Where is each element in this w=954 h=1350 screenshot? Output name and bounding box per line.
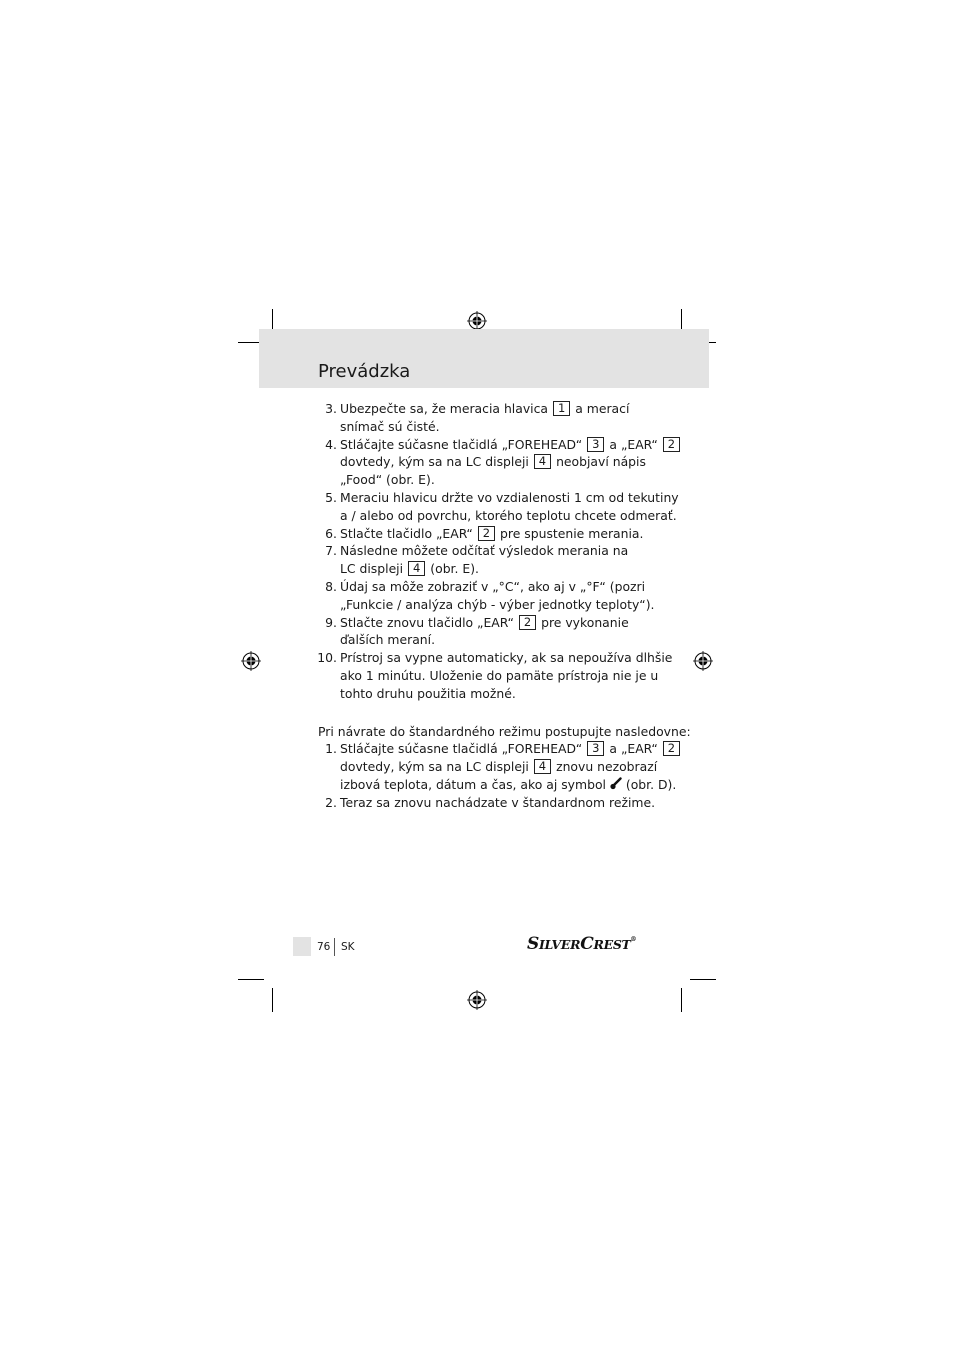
crop-mark [690,979,716,980]
step-text: Údaj sa môže zobraziť v „°C“, ako aj v „°F“ (pozri [340,578,646,594]
step-line [340,614,648,632]
registration-mark-icon [693,651,713,671]
step-text: pre spustenie merania. [496,525,644,541]
step-text: snímač sú čisté. [340,418,440,434]
step-text: Stlačte znovu tlačidlo „EAR“ [340,614,518,630]
step-number: 8. [325,578,337,594]
thermometer-icon [610,777,622,790]
step-number: 3. [325,401,337,416]
list-item [318,400,648,436]
step-text: Stláčajte súčasne tlačidlá „FOREHEAD“ [340,741,587,757]
step-text: znovu nezobrazí [552,759,658,775]
registration-mark-icon [467,311,487,331]
part-number-box: 1 [553,401,570,416]
step-text: a merací [571,401,630,416]
operation-steps-list [317,400,679,703]
part-number-box: 3 [587,741,604,756]
list-item [317,649,673,702]
step-text: pre vykonanie [537,614,629,630]
step-text: neobjaví nápis [552,454,646,470]
step-line [340,740,676,758]
step-line [340,489,679,507]
part-number-box: 2 [663,437,680,452]
step-line [340,685,648,703]
registration-mark-icon [241,651,261,671]
crop-mark [238,979,264,980]
step-line [340,667,659,685]
step-text: Následne môžete odčítať výsledok merania na [340,543,629,559]
step-text: (obr. D). [621,776,677,792]
footer-tab [293,937,311,956]
step-text: dovtedy, kým sa na LC displeji [340,759,533,775]
step-number: 5. [325,489,337,505]
step-text: Meraciu hlavicu držte vo vzdialenosti 1 cm od tekutiny [340,489,679,505]
step-text: LC displeji [340,561,408,577]
step-text: ako 1 minútu. Uloženie do pamäte prístroja nie je u [340,667,659,683]
step-line [340,649,673,667]
return-intro: Pri návrate do štandardného režimu postupujte nasledovne: [318,723,691,739]
step-text: „Funkcie / analýza chýb - výber jednotky teploty“). [340,596,655,612]
return-steps-list [318,740,677,811]
step-number: 10. [317,650,337,666]
step-number: 2. [325,794,337,810]
list-item [318,794,656,812]
part-number-box: 2 [519,615,536,630]
step-text: a „EAR“ [605,436,662,452]
step-number: 4. [325,436,337,452]
list-item [318,614,648,650]
step-number: 6. [325,525,337,541]
step-text: „Food“ (obr. E). [340,472,435,488]
step-line [340,596,655,614]
step-line [340,507,677,525]
step-line [340,436,676,454]
step-line [340,525,648,543]
step-number: 9. [325,614,337,630]
list-item [318,740,677,793]
brand-logo: SILVERCREST® [527,934,637,954]
step-text: a „EAR“ [605,741,662,757]
part-number-box: 3 [587,437,604,452]
step-text: Stlačte tlačidlo „EAR“ [340,525,477,541]
language-code: SK [341,941,355,953]
list-item [318,578,655,614]
step-line [340,578,648,596]
step-text: dovtedy, kým sa na LC displeji [340,454,533,470]
step-line [340,471,648,489]
part-number-box: 4 [408,561,425,576]
list-item [318,525,648,543]
list-item [318,489,679,525]
step-text: (obr. E). [426,561,479,577]
part-number-box: 4 [534,759,551,774]
step-text: a / alebo od povrchu, ktorého teplotu chcete odmerať. [340,507,677,523]
step-text: Ubezpečte sa, že meracia hlavica [340,401,552,416]
footer-divider [334,938,335,956]
step-line [340,453,648,471]
list-item [318,542,648,578]
part-number-box: 2 [663,741,680,756]
step-text: tohto druhu použitia možné. [340,685,516,701]
step-text: ďalších meraní. [340,632,436,648]
step-number: 7. [325,543,337,559]
crop-mark [681,988,682,1012]
step-line [340,560,648,578]
crop-mark [272,988,273,1012]
page-content [317,400,691,812]
step-text: izbová teplota, dátum a čas, ako aj symbol [340,776,610,792]
step-number: 1. [325,741,337,757]
registration-mark-icon [467,990,487,1010]
step-line [340,794,656,812]
list-item [318,436,676,489]
step-text: Stláčajte súčasne tlačidlá „FOREHEAD“ [340,436,587,452]
part-number-box: 2 [478,526,495,541]
step-line [340,418,648,436]
part-number-box: 4 [534,454,551,469]
step-line [340,758,658,776]
step-text: Teraz sa znovu nachádzate v štandardnom režime. [340,794,656,810]
section-title: Prevádzka [318,361,411,382]
step-text: Prístroj sa vypne automaticky, ak sa nepoužíva dlhšie [340,650,673,666]
page-number: 76 [317,941,331,953]
step-line [340,542,648,560]
step-line [340,631,648,649]
step-line [340,400,648,418]
step-line [340,776,677,794]
